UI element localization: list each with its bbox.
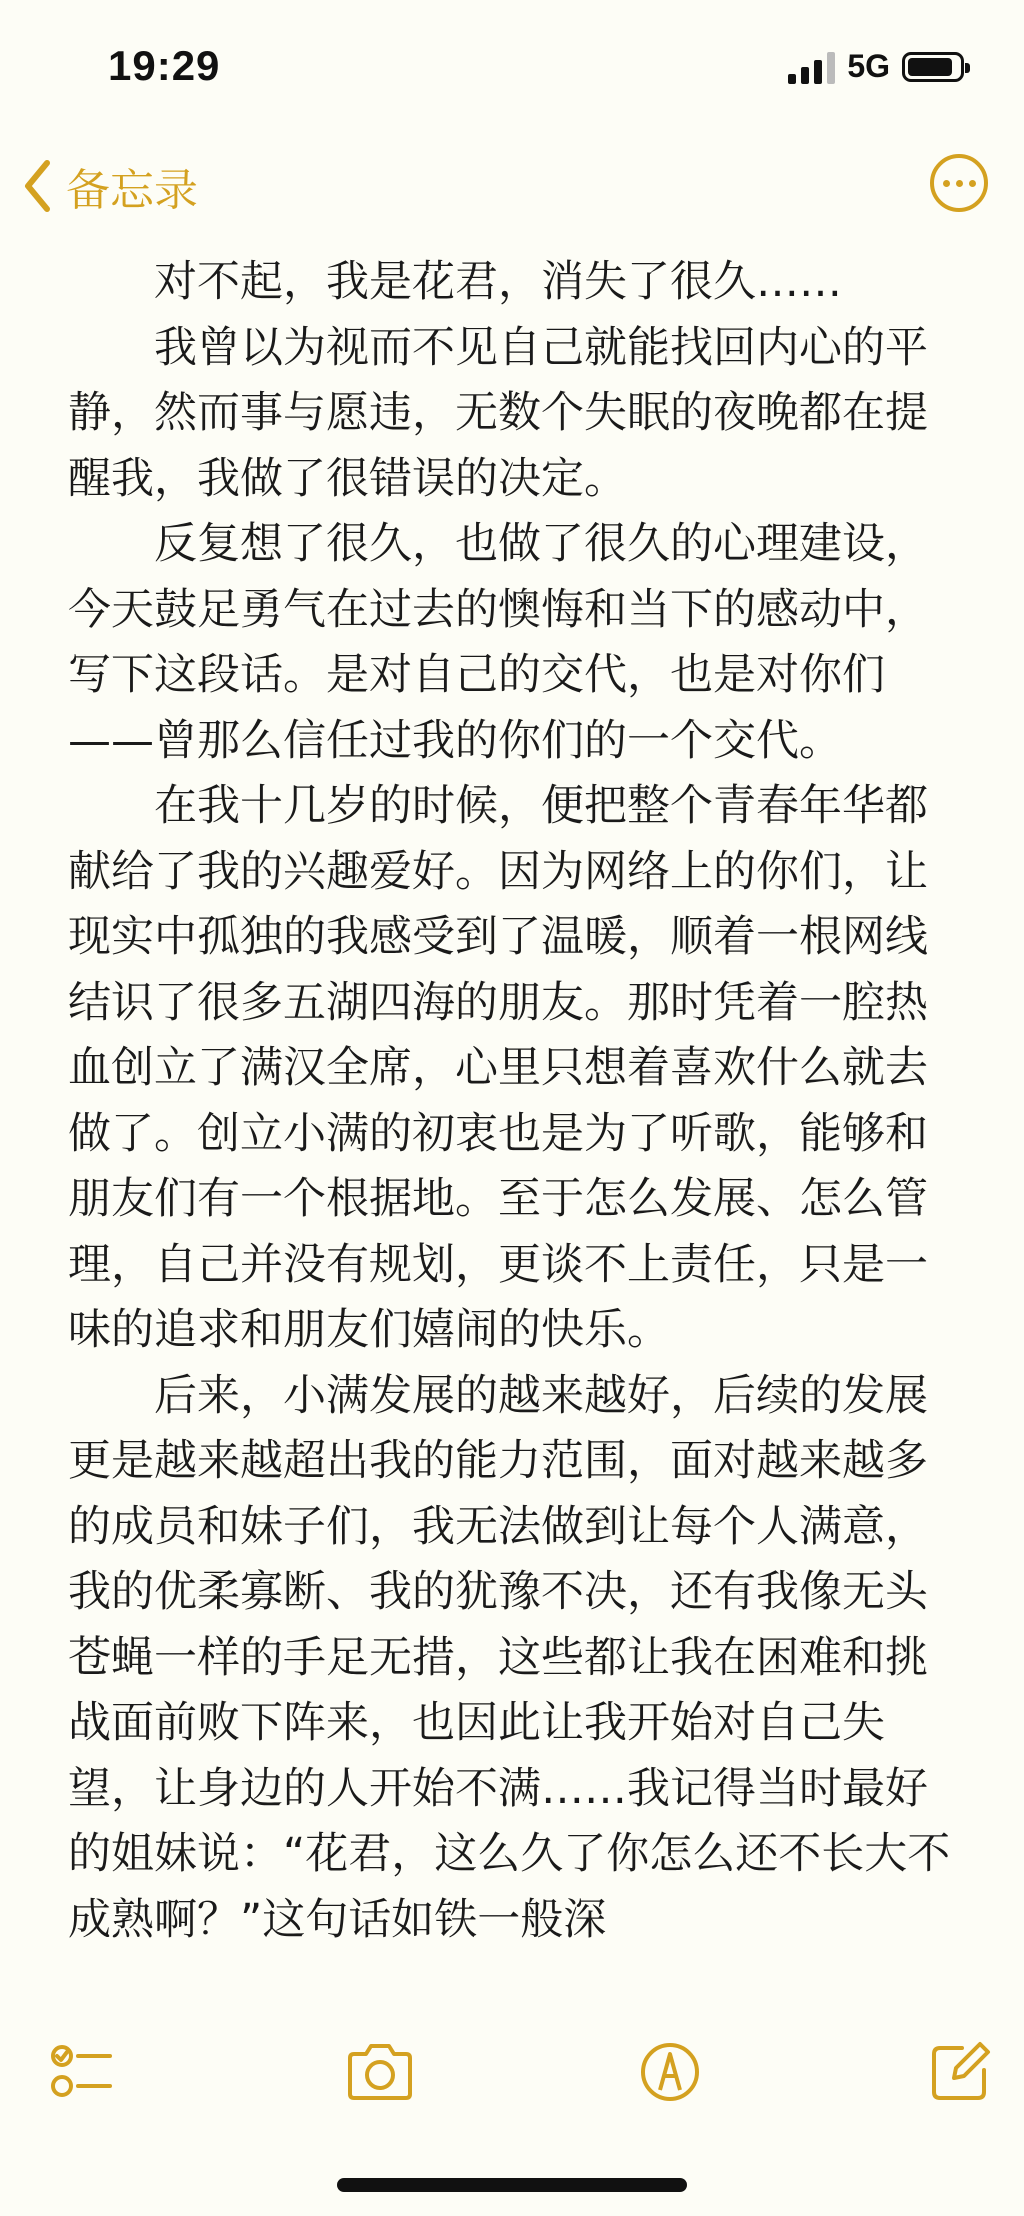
back-button[interactable]: [22, 154, 198, 218]
network-label: 5G: [847, 48, 890, 84]
note-paragraph: 后来，小满发展的越来越好，后续的发展更是越来越超出我的能力范围，面对越来越多的成员和妹子们，我无法做到让每个人满意，我的优柔寡断、我的犹豫不决，还有我像无头苍蝇一样的手足无措，这些都让我在困难和挑战面前败下阵来，也因此让我开始对自己失望，让身边的人开始不满……我记得当时最好的姐妹说：“花君，这么久了你怎么还不长大不成熟啊？”这句话如铁一般深: [68, 1370, 951, 1945]
signal-icon: [788, 50, 835, 84]
back-label: 备忘录: [66, 165, 198, 216]
checklist-button[interactable]: [50, 2040, 114, 2104]
camera-icon: [344, 2040, 416, 2104]
chevron-left-icon: [22, 159, 52, 213]
markup-button[interactable]: [638, 2040, 702, 2104]
note-paragraph: 反复想了很久，也做了很久的心理建设，今天鼓足勇气在过去的懊悔和当下的感动中，写下这段话。是对自己的交代，也是对你们——曾那么信任过我的你们的一个交代。: [68, 519, 928, 766]
ellipsis-dot: [969, 180, 976, 187]
bottom-toolbar: [0, 2040, 1024, 2140]
status-time: 19:29: [108, 42, 221, 89]
more-button[interactable]: [930, 154, 988, 212]
ellipsis-circle-icon: [943, 180, 950, 187]
note-body[interactable]: [68, 250, 958, 2030]
status-indicators: [788, 48, 964, 85]
note-paragraph: 在我十几岁的时候，便把整个青春年华都献给了我的兴趣爱好。因为网络上的你们，让现实中孤独的我感受到了温暖，顺着一根网线结识了很多五湖四海的朋友。那时凭着一腔热血创立了满汉全席，心里只想着喜欢什么就去做了。创立小满的初衷也是为了听歌，能够和朋友们有一个根据地。至于怎么发展、怎么管理，自己并没有规划，更谈不上责任，只是一味的追求和朋友们嬉闹的快乐。: [68, 781, 928, 1355]
note-paragraph: 对不起，我是花君，消失了很久……: [154, 257, 842, 307]
note-paragraph: 我曾以为视而不见自己就能找回内心的平静，然而事与愿违，无数个失眠的夜晚都在提醒我，我做了很错误的决定。: [68, 322, 928, 504]
nav-bar: [0, 140, 1024, 240]
camera-button[interactable]: [344, 2040, 416, 2104]
compose-button[interactable]: [928, 2040, 992, 2104]
markup-pen-icon: [638, 2040, 702, 2104]
ellipsis-dot: [956, 180, 963, 187]
status-bar: [0, 0, 1024, 130]
checklist-icon: [50, 2040, 114, 2104]
battery-icon: [902, 52, 964, 82]
home-indicator: [337, 2178, 687, 2192]
compose-icon: [928, 2040, 992, 2104]
